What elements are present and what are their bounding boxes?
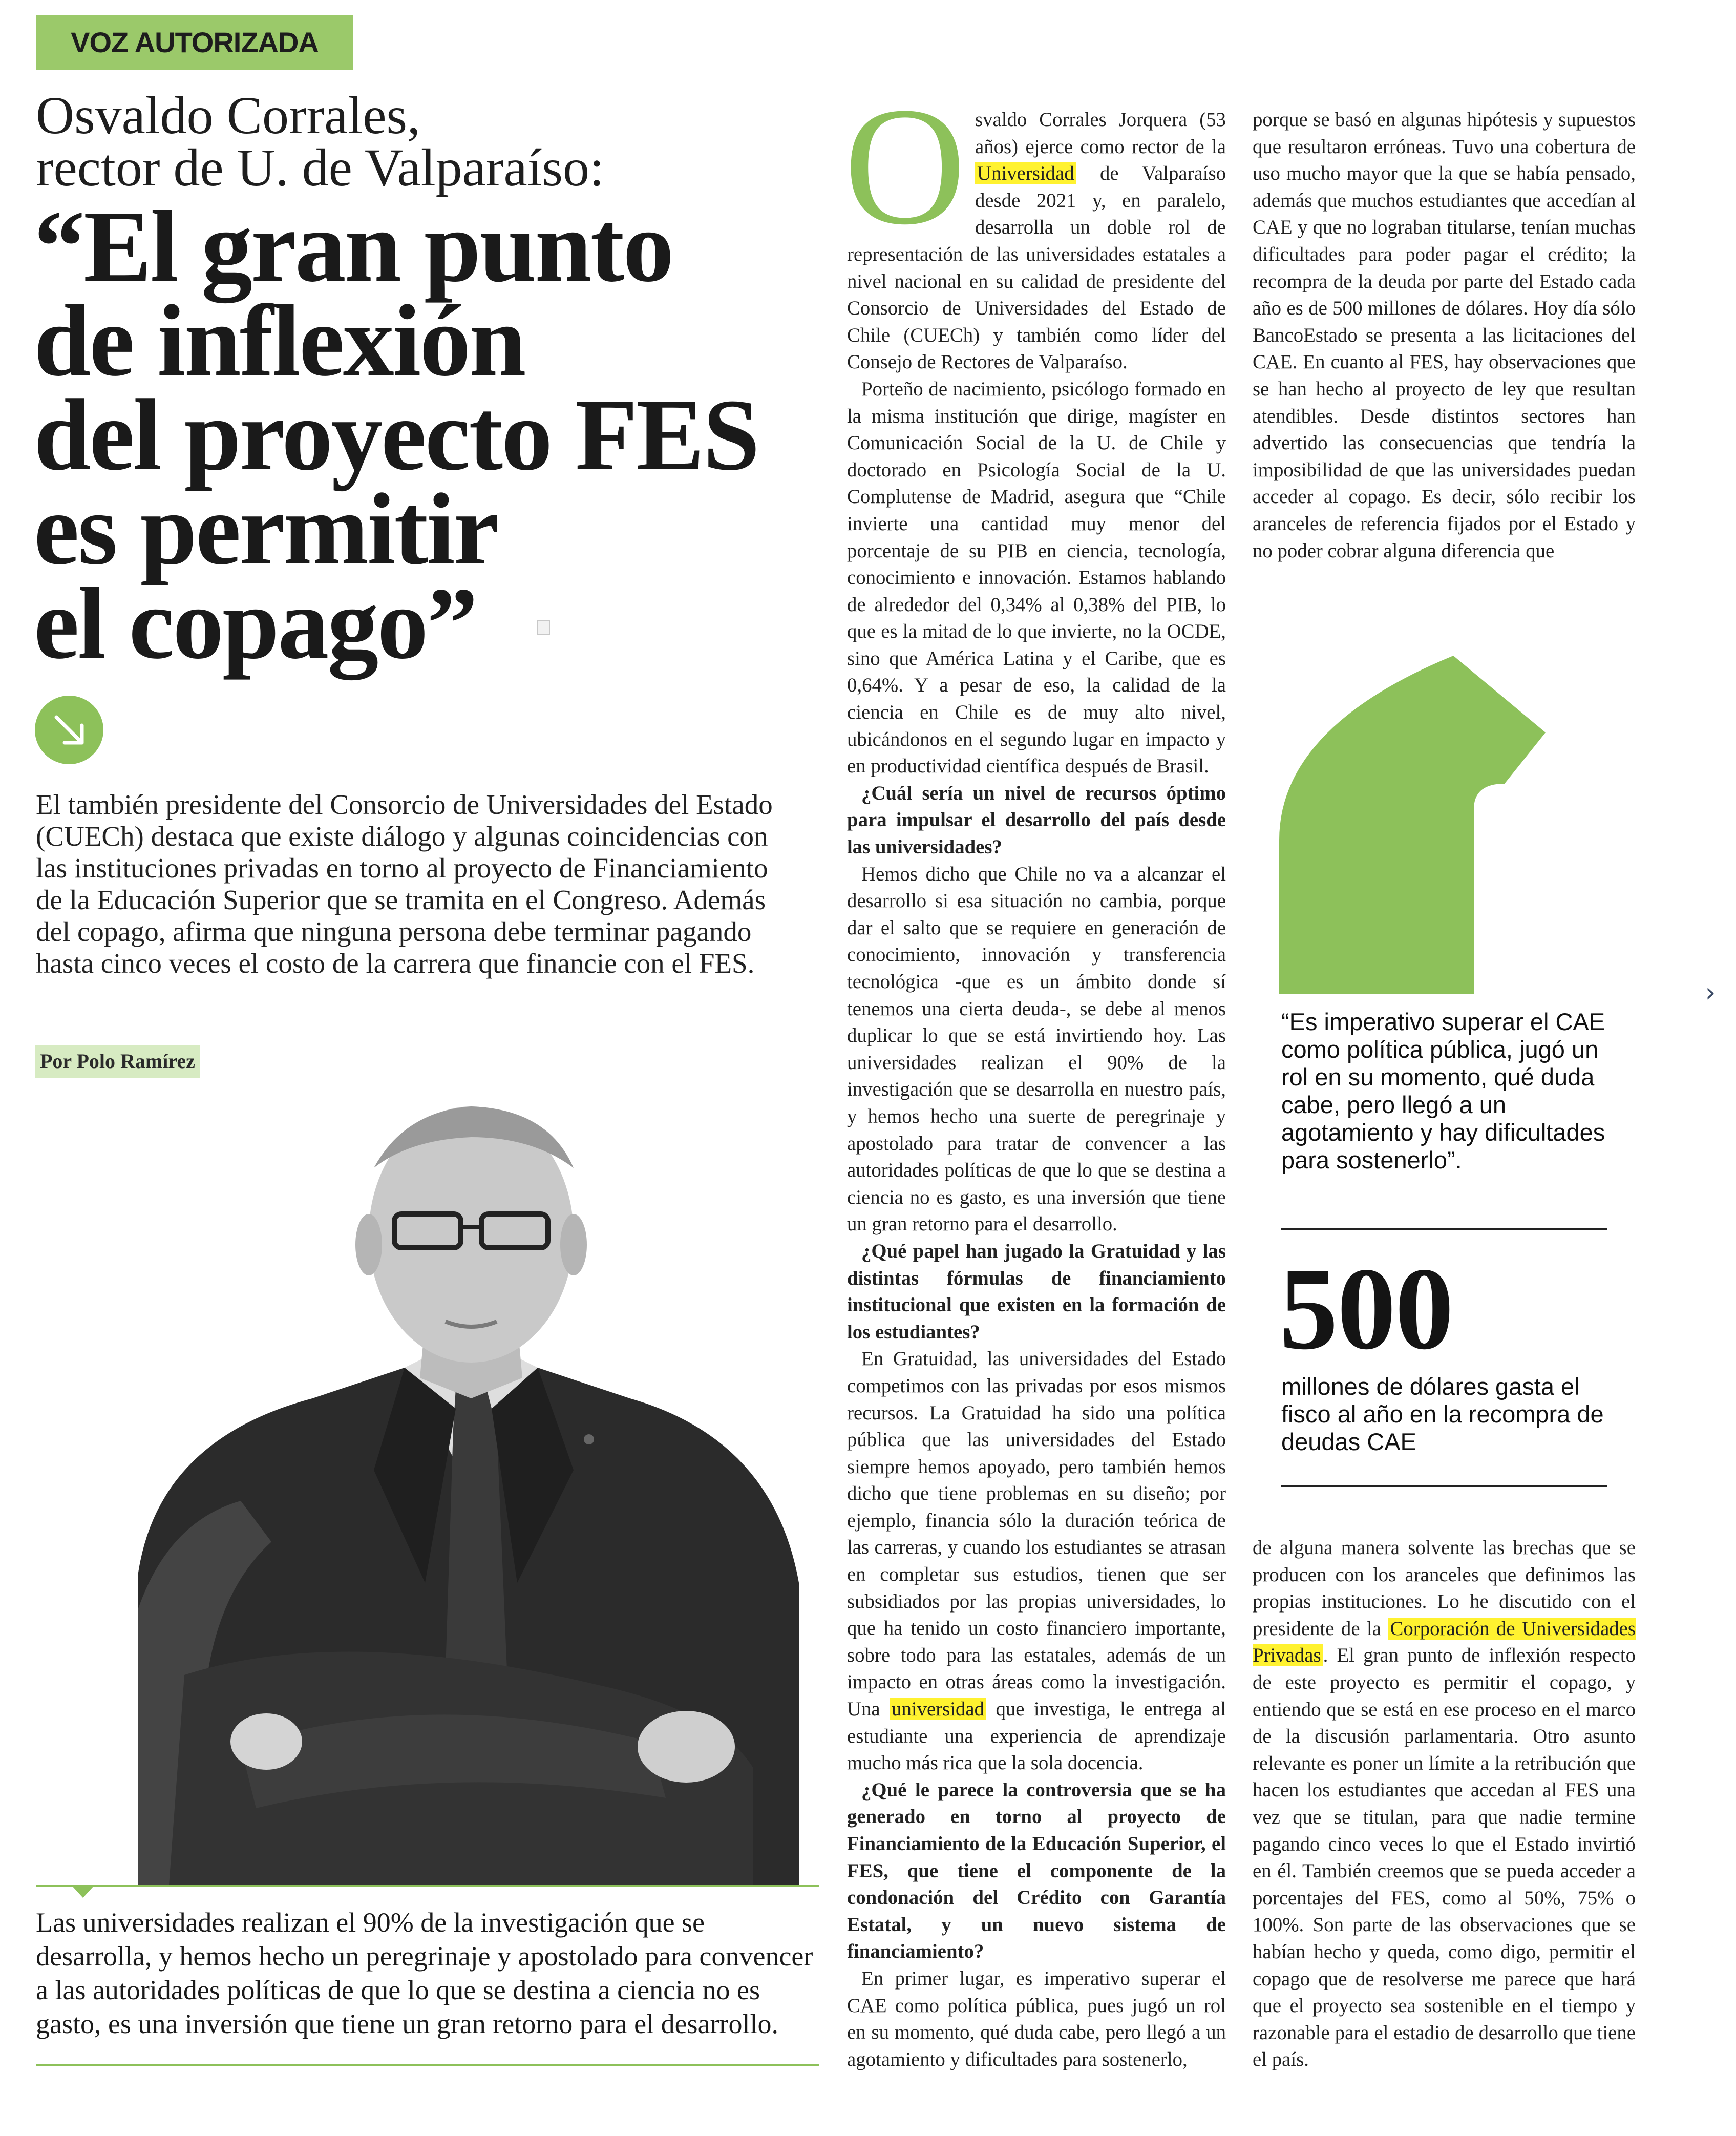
headline-line: de inflexión (34, 284, 525, 397)
highlighted-link[interactable]: universidad (890, 1698, 986, 1720)
headline-line: es permitir (34, 473, 498, 586)
interview-question: ¿Qué papel han jugado la Gratuidad y las distintas fórmulas de financiamiento institucional que existen en la formación de los estudiantes? (847, 1240, 1226, 1343)
body-column-2 (847, 107, 1226, 2073)
headline-line: del proyecto FES (34, 379, 758, 492)
headline-line: “El gran punto (34, 190, 673, 303)
interview-question: ¿Cuál sería un nivel de recursos óptimo para impulsar el desarrollo del país desde las universidades? (847, 782, 1226, 858)
body-text: . El gran punto de inflexión respecto de este proyecto es permitir el copago, y entiendo que se está en ese proceso en el marco de la discusión parlamentaria. Otro asunto relevante es poner un límite a la retribución que hacen los estudiantes que accedan al FES una vez que se titulan, para que nadie termine pagando cinco veces lo que el Estado invirtió en él. También creemos que se pueda acceder a porcentajes del FES, como al 50%, 75% o 100%. Son parte de las observaciones que se habían hecho y queda, como digo, permitir el copago que de resolverse me parece que hará que el proyecto sea sostenible en el tiempo y razonable para el estadio de desarrollo que tiene el país. (1253, 1644, 1636, 2071)
kicker-line-2: rector de U. de Valparaíso: (36, 138, 604, 197)
body-paragraph: En primer lugar, es imperativo superar el CAE como política pública, pues jugó un rol en su momento, qué duda cabe, pero llegó a un agotamiento y dificultades para sostenerlo, (847, 1967, 1226, 2070)
body-column-3-bottom (1253, 1535, 1636, 2074)
headline-kicker (36, 86, 804, 197)
kicker-line-1: Osvaldo Corrales, (36, 86, 420, 145)
headline-line: el copago” (34, 567, 477, 680)
pull-quote-rule-top (36, 1885, 819, 1887)
stat-number: 500 (1279, 1243, 1453, 1374)
body-paragraph (1253, 1535, 1636, 2074)
body-text: En Gratuidad, las universidades del Estado competimos con las privadas por esos mismos recursos. La Gratuidad ha sido una política pública que las universidades del Estado siempre hemos apoyado, pero también hemos dicho que tiene problemas en su diseño; por ejemplo, financia sólo la duración teórica de las carreras, y cuando los estudiantes se atrasan en completar sus estudios, tienen que ser subsidiados por las propias universidades, lo que ha tenido un costo financiero importante, sobre todo para las estatales, además de un impacto en otras áreas como la investigación. Una (847, 1348, 1226, 1721)
sidebar-rule (1281, 1485, 1607, 1487)
pull-quote-notch (72, 1886, 94, 1898)
pull-quote: Las universidades realizan el 90% de la investigación que se desarrolla, y hemos hecho un peregrinaje y apostolado para convencer a las autoridades políticas de que lo que se destina a ciencia no es gasto, es una inversión que tiene un gran retorno para el desarrollo. (36, 1907, 813, 2039)
body-paragraph (847, 1346, 1226, 1777)
chevron-right-icon[interactable]: › (1705, 977, 1716, 1008)
sidebar-quote: “Es imperativo superar el CAE como política pública, jugó un rol en su momento, qué duda cabe, pero llegó a un agotamiento y hay dificultades para sostenerlo”. (1281, 1008, 1605, 1174)
sidebar-rule (1281, 1228, 1607, 1230)
body-text: de alguna manera solvente las brechas que se producen con los aranceles que definimos las propias instituciones. Lo he discutido con el presidente de la (1253, 1537, 1636, 1640)
highlighted-link[interactable]: Corporación de Universidades Privadas (1253, 1617, 1636, 1667)
body-paragraph: Hemos dicho que Chile no va a alcanzar el desarrollo si esa situación no cambia, porque dar el salto que se requiere en generación de conocimiento, innovación y transferencia tecnológica -que es un ámbito donde sí tenemos una cierta deuda-, se debe al menos duplicar lo que se está invirtiendo hoy. Las universidades realizan el 90% de la investigación que se desarrolla en nuestro país, y hemos hecho una suerte de peregrinaje y apostolado para tratar de convencer a las autoridades políticas de que lo que se destina a ciencia no es gasto, es una inversión que tiene un gran retorno para el desarrollo. (847, 863, 1226, 1235)
body-column-3-top (1253, 107, 1636, 564)
small-image-placeholder-icon (537, 620, 550, 635)
dropcap: O (844, 73, 966, 260)
body-text: de Valparaíso desde 2021 y, en paralelo, desarrolla un doble rol de representación de las universidades estatales a nivel nacional en su calidad de presidente del Consorcio de Universidades del Estado de Chile (CUECh) y también como líder del Consejo de Rectores de Valparaíso. (847, 162, 1226, 373)
highlighted-link[interactable]: Universidad (975, 162, 1076, 184)
headline (34, 190, 822, 680)
interview-question: ¿Qué le parece la controversia que se ha generado en torno al proyecto de Financiamiento de la Educación Superior, el FES, que tiene el componente de la condonación del Crédito con Garantía Estatal, y un nuevo sistema de financiamiento? (847, 1778, 1226, 1963)
section-tag: VOZ AUTORIZADA (36, 15, 353, 70)
body-text: que investiga, le entrega al estudiante una experiencia de aprendizaje mucho más rica que la sola docencia. (847, 1698, 1226, 1774)
stat-label: millones de dólares gasta el fisco al año en la recompra de deudas CAE (1281, 1373, 1604, 1455)
portrait-photo (138, 1081, 799, 1885)
lede: El también presidente del Consorcio de Universidades del Estado (CUECh) destaca que existe diálogo y algunas coincidencias con las instituciones privadas en torno al proyecto de Financiamiento de la Educación Superior que se tramita en el Congreso. Además del copago, afirma que ninguna persona debe terminar pagando hasta cinco veces el costo de la carrera que financie con el FES. (36, 789, 773, 979)
byline: Por Polo Ramírez (35, 1045, 200, 1078)
quote-mark-icon (1279, 656, 1546, 994)
body-paragraph: porque se basó en algunas hipótesis y supuestos que resultaron erróneas. Tuvo una cobertura de uso mucho mayor que la que se había pensado, además que muchos estudiantes que accedían al CAE y que no lograban titularse, tenían muchas dificultades para poder pagar el crédito; la recompra de la deuda por parte del Estado cada año es de 500 millones de dólares. Hoy día sólo BancoEstado se presenta a las licitaciones del CAE. En cuanto al FES, hay observaciones que se han hecho al proyecto de ley que resultan atendibles. Desde distintos sectores han advertido las consecuencias que tendría la imposibilidad de que las universidades puedan acceder al copago. Es decir, sólo recibir los aranceles de referencia fijados por el Estado y no poder cobrar alguna diferencia que (1253, 109, 1636, 562)
body-paragraph: Porteño de nacimiento, psicólogo formado en la misma institución que dirige, magíster en Comunicación Social de la U. de Chile y doctorado en Psicología Social de la U. Complutense de Madrid, asegura que “Chile invierte una cantidad muy menor del porcentaje de su PIB en ciencia, tecnología, conocimiento e innovación. Estamos hablando de alrededor del 0,34% al 0,38% del PIB, lo que es la mitad de lo que invierte, no la OCDE, sino que América Latina y el Caribe, que es 0,64%. Y a pesar de eso, la calidad de la ciencia en Chile es de muy alto nivel, ubicándonos en el segundo lugar en impacto y en productividad científica después de Brasil. (847, 378, 1226, 778)
arrow-down-right-icon (35, 696, 103, 764)
pull-quote-rule-bottom (36, 2064, 819, 2066)
body-text: svaldo Corrales Jorquera (53 años) ejerce como rector de la (975, 109, 1226, 158)
